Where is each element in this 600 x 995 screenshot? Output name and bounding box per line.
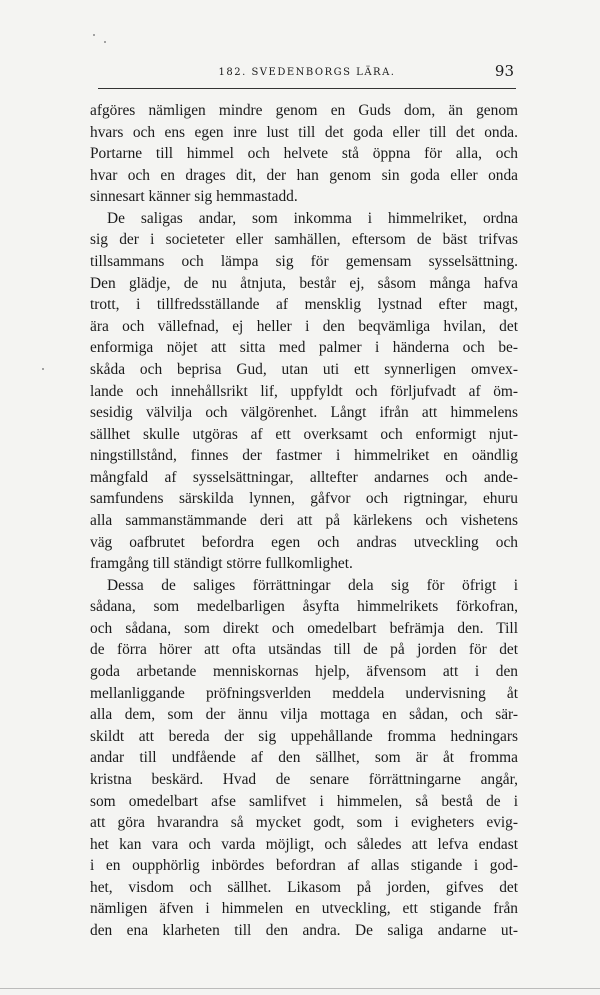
text-line: i en oupphörlig inbördes befordran af allas stigande i god- [90, 857, 518, 875]
text-line: lande och innehållsrikt lif, uppfyldt och förljufvadt af öm- [90, 382, 518, 400]
text-line: enformiga nöjet att sitta med palmer i händerna och be- [90, 339, 518, 357]
paper-speck [42, 368, 44, 370]
body-text [90, 100, 518, 942]
text-line: den ena klarheten till den andra. De saliga andarne ut- [90, 921, 518, 939]
text-line: väg oafbrutet befordra egen och andras utveckling och [90, 533, 518, 551]
text-line: trott, i tillfredsställande af mensklig lystnad efter magt, [90, 296, 518, 314]
text-line: nämligen äfven i himmelen en utveckling, ett stigande från [90, 900, 518, 918]
text-line: sällhet skulle utgöras af ett overksamt och enformigt njut- [90, 425, 518, 443]
text-line: de förra hörer att ofta utsändas till de på jorden för det [90, 641, 518, 659]
text-line: att göra hvarandra så mycket godt, som i evigheters evig- [90, 814, 518, 832]
text-line: framgång till ständigt större fullkomlighet. [90, 555, 353, 573]
text-line: ära och vällefnad, ej heller i den beqvämliga hvilan, det [90, 317, 518, 335]
paper-speck [104, 41, 106, 43]
text-line: andar till undfående af den sällhet, som är åt fromma [90, 749, 518, 767]
text-line: och sådana, som direkt och omedelbart befrämja den. Till [90, 619, 518, 637]
text-line: som omedelbart afse samlifvet i himmelen, så bestå de i [90, 792, 518, 810]
page-header [98, 58, 516, 89]
text-line: hvar och en drages dit, der han genom sin goda eller onda [90, 166, 518, 184]
text-line: mångfald af sysselsättningar, alltefter andarnes och ande- [90, 468, 518, 486]
page-edge [0, 988, 600, 989]
text-line: sig der i societeter eller samhällen, eftersom de bäst trifvas [90, 231, 518, 249]
text-line: goda arbetande menniskornas hjelp, äfvensom att i den [90, 663, 518, 681]
text-line: hvars och ens egen inre lust till det goda eller till det onda. [90, 123, 518, 141]
text-line: Portarne till himmel och helvete stå öppna för alla, och [90, 145, 518, 163]
text-line: het kan vara och varda möjligt, och således att lefva endast [90, 835, 518, 853]
text-line: alla sammanstämmande deri att på kärlekens och vishetens [90, 511, 518, 529]
running-head: 182. SVEDENBORGS LÄRA. [218, 67, 396, 78]
text-line: De saligas andar, som inkomma i himmelriket, ordna [107, 209, 518, 227]
text-line: sådana, som medelbarligen åsyfta himmelrikets förkofran, [90, 598, 518, 616]
text-line: tillsammans och lämpa sig för gemensam sysselsättning. [90, 253, 518, 271]
text-line: mellanliggande pröfningsverlden meddela undervisning åt [90, 684, 518, 702]
page-number: 93 [494, 62, 514, 80]
text-line: kristna beskärd. Hvad de senare förrättningarne angår, [90, 770, 518, 788]
text-line: sesidig välvilja och välgörenhet. Långt ifrån att himmelens [90, 404, 518, 422]
text-line: skildt att bereda der sig uppehållande fromma hedningars [90, 727, 518, 745]
text-line: Dessa de saliges förrättningar dela sig för öfrigt i [107, 576, 518, 594]
text-line: sinnesart känner sig hemmastadd. [90, 188, 298, 206]
text-line: ningstillstånd, finnes der fastmer i himmelriket en oändlig [90, 447, 518, 465]
text-line: samfundens särskilda lynnen, gåfvor och rigtningar, ehuru [90, 490, 518, 508]
text-line: het, visdom och sällhet. Likasom på jorden, gifves det [90, 878, 518, 896]
text-line: Den glädje, de nu åtnjuta, består ej, såsom många hafva [90, 274, 518, 292]
text-line: alla dem, som der ännu vilja mottaga en sådan, och sär- [90, 706, 518, 724]
text-line: afgöres nämligen mindre genom en Guds dom, än genom [90, 102, 518, 119]
text-line: skåda och beprisa Gud, utan uti ett synnerligen omvex- [90, 360, 518, 378]
paper-speck [93, 34, 95, 36]
